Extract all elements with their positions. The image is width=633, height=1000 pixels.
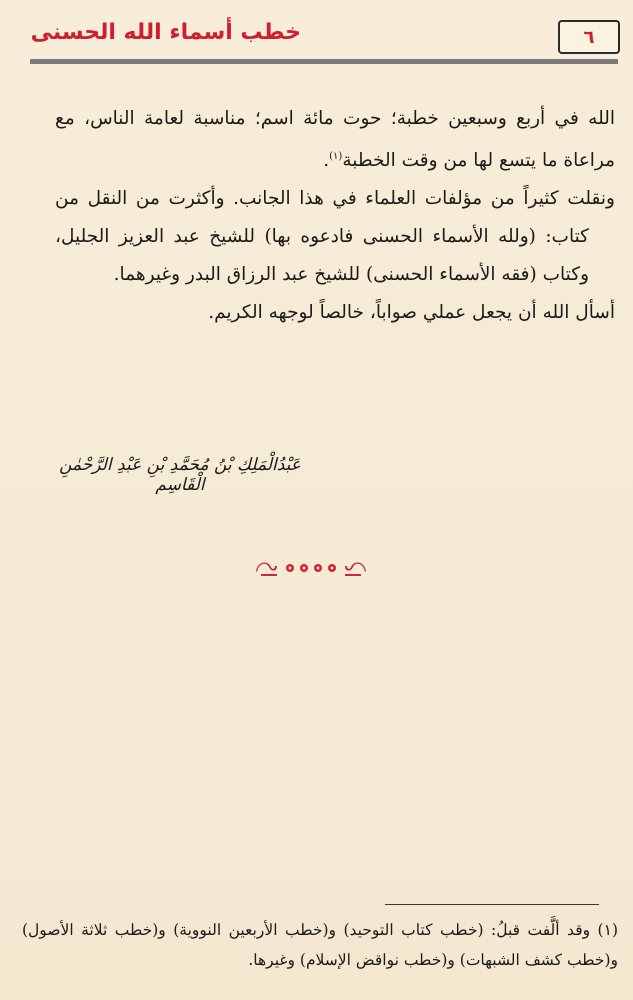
section-ornament-icon xyxy=(255,559,367,577)
paragraph-1-text: الله في أربع وسبعين خطبة؛ حوت مائة اسم؛ مناسبة لعامة الناس، مع مراعاة ما يتسع لها من وقت الخطبة xyxy=(55,108,615,172)
book-title: خطب أسماء الله الحسنى xyxy=(30,20,301,45)
main-text xyxy=(55,100,615,332)
paragraph-3: أسأل الله أن يجعل عملي صواباً، خالصاً لوجهه الكريم. xyxy=(208,302,615,324)
page-number-box xyxy=(558,20,620,54)
page-header xyxy=(0,0,633,70)
page-number: ٦ xyxy=(583,26,595,48)
author-signature: عَبْدُالْمَلِكِ بْنُ مُحَمَّدِ بْنِ عَبْدِ الرَّحْمٰنِ الْقَاسِم xyxy=(59,455,301,495)
paragraph-1: الله في أربع وسبعين خطبة؛ حوت مائة اسم؛ مناسبة لعامة الناس، مع مراعاة ما يتسع لها من وقت الخطبة$^{(١)}$. xyxy=(55,108,615,172)
footnote-text: (١) وقد ألَّفت قبلُ: (خطب كتاب التوحيد) و(خطب الأربعين النووية) و(خطب ثلاثة الأصول) و(خطب كشف الشبهات) و(خطب نواقض الإسلام) وغيرها. xyxy=(22,921,618,969)
header-rule xyxy=(30,59,618,64)
footnote xyxy=(22,915,618,975)
footnote-separator xyxy=(385,904,599,905)
paragraph-2: ونقلت كثيراً من مؤلفات العلماء في هذا الجانب. وأكثرت من النقل من كتاب: (ولله الأسماء الحسنى فادعوه بها) للشيخ عبد العزيز الجليل، وكتاب (فقه الأسماء الحسنى) للشيخ عبد الرزاق البدر وغيرهما. xyxy=(55,188,615,286)
footnote-marker: (١) xyxy=(329,151,343,162)
